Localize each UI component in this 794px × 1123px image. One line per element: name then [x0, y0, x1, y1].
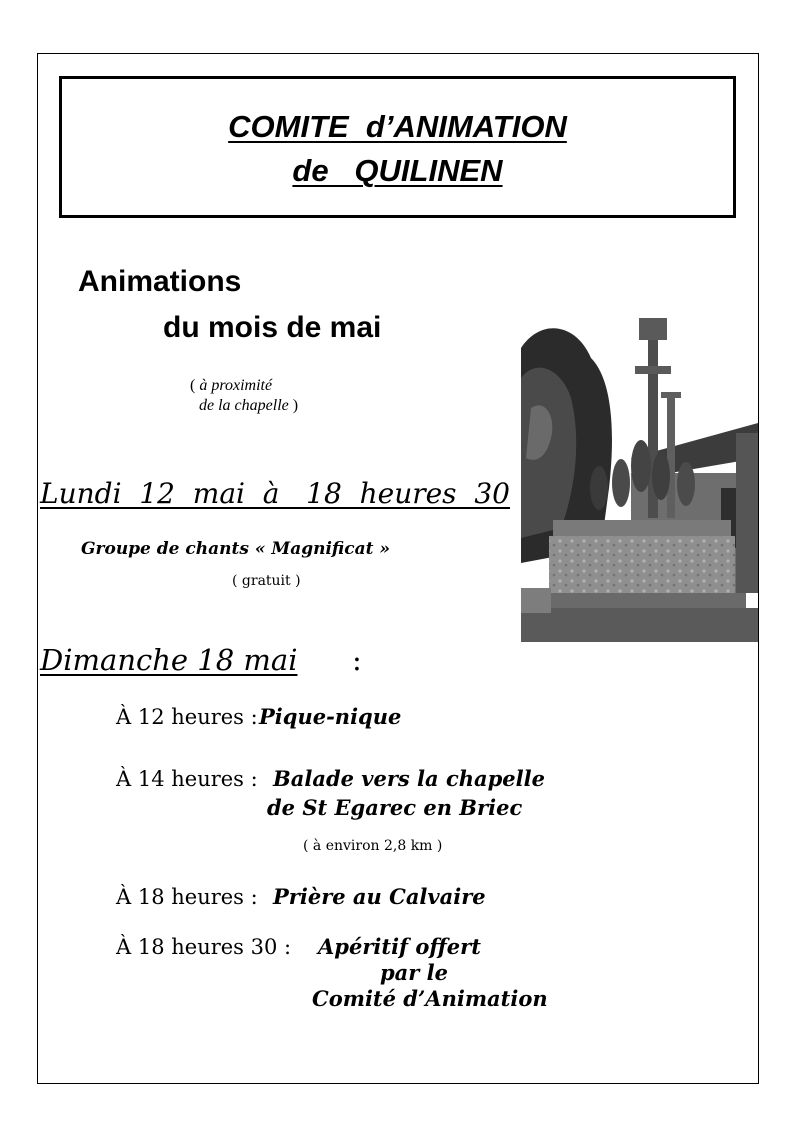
note-close: ): [288, 397, 299, 414]
note-open: (: [190, 377, 200, 394]
event-title-2b: de St Egarec en Briec: [267, 795, 523, 820]
sunday-date: Dimanche 18 mai: [40, 643, 298, 677]
event-time-4: À 18 heures 30 :: [116, 935, 292, 959]
calvaire-photo-icon: [521, 288, 758, 642]
monday-note: ( gratuit ): [232, 573, 301, 589]
event-time-3: À 18 heures :: [116, 885, 258, 909]
sunday-colon: :: [352, 643, 362, 677]
note-chapelle: de la chapelle: [199, 397, 289, 414]
heading-animations: Animations: [78, 265, 242, 298]
event-note-2: ( à environ 2,8 km ): [303, 838, 443, 854]
event-title-4: Apéritif offert: [318, 934, 481, 959]
heading-month: du mois de mai: [163, 311, 382, 344]
calvaire-photo: [521, 288, 758, 642]
event-title-4b: par le: [380, 960, 449, 985]
event-title-2: Balade vers la chapelle: [273, 766, 545, 791]
note-proximite: à proximité: [199, 377, 273, 394]
location-note-line-2: [199, 396, 298, 416]
title-line-1: COMITE d’ANIMATION: [228, 109, 567, 144]
monday-date: Lundi 12 mai à 18 heures 30: [40, 477, 510, 510]
event-time-1: À 12 heures :: [116, 705, 258, 729]
event-title-3: Prière au Calvaire: [273, 884, 486, 909]
monday-event: Groupe de chants « Magnificat »: [81, 539, 391, 559]
title-line-2: de QUILINEN: [292, 153, 503, 188]
event-title-4c: Comité d’Animation: [312, 986, 548, 1011]
event-title-1: Pique-nique: [259, 704, 402, 729]
title-box: [59, 76, 736, 218]
event-time-2: À 14 heures :: [116, 767, 258, 791]
location-note-line-1: [190, 376, 272, 396]
